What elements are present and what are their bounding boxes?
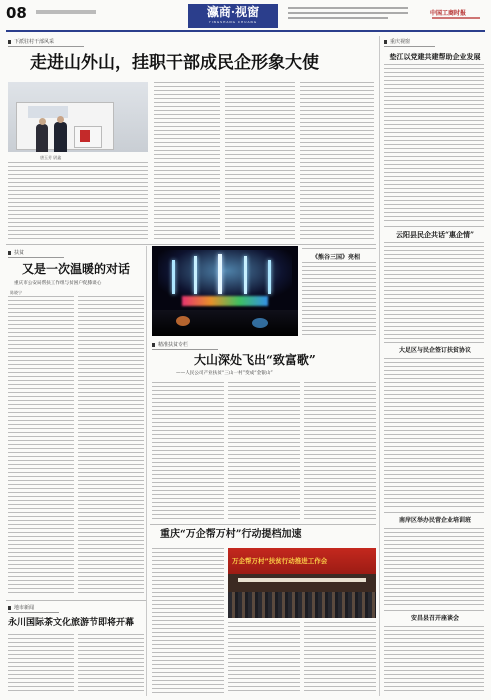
lead-headline: 走进山外山，挂职干部成民企形象大使 (30, 53, 319, 73)
paper-name-sub (432, 17, 480, 19)
tea-expo-rule (6, 600, 146, 601)
mountain-rich-body-col3 (304, 382, 376, 522)
column-divider-lower (146, 246, 147, 696)
lead-body-col3 (225, 82, 295, 240)
wanqi-body-col1 (152, 548, 224, 694)
warm-dialogue-body-col2 (78, 296, 144, 596)
sidebar-item-3-headline: 大足区与民企签订扶贫协议 (398, 347, 471, 354)
banner-photo-text: 万企帮万村”扶贫行动推进工作会 (232, 557, 328, 565)
sidebar-rule-1 (384, 226, 484, 227)
wanqi-body-col2 (228, 622, 300, 694)
lead-body-col4 (300, 82, 374, 240)
lead-photo-caption: 唐玉芳 尉鑫 (40, 155, 62, 160)
sidebar-item-5-headline: 安昌县召开座谈会 (410, 615, 459, 622)
sidebar-rule-3 (384, 512, 484, 513)
tea-expo-tag: 地市新闻 (8, 604, 59, 613)
sidebar-item-5-body (384, 626, 484, 694)
header-meta-right-3 (288, 17, 388, 19)
mountain-rich-headline: 大山深处飞出“致富歌” (194, 353, 316, 367)
photo-box-title: 《熊谷三国》亮相 (312, 254, 361, 261)
lead-bottom-rule (6, 244, 376, 245)
header-meta-right (288, 7, 408, 9)
sidebar-tag: 重庆视窗 (384, 38, 435, 47)
warm-dialogue-body-col1 (8, 296, 74, 596)
sidebar-item-4-body (384, 528, 484, 608)
conference-banner-photo (228, 548, 376, 618)
tea-expo-body-col1 (8, 634, 74, 694)
header-meta-right-2 (288, 12, 408, 14)
mountain-rich-subhead: ——人民公司产业扶贫“三山一村”变成“金银山” (176, 371, 273, 376)
sidebar-item-4-headline: 南岸区举办民营企业培训班 (398, 517, 471, 524)
wanqi-body-col3 (304, 622, 376, 694)
warm-dialogue-byline: 陈晓宁 (10, 290, 22, 295)
sidebar-rule-2 (384, 342, 484, 343)
tea-expo-headline: 永川国际茶文化旅游节即将开幕 (8, 618, 135, 628)
mountain-rich-tag: 精准扶贫专栏 (152, 341, 218, 350)
sidebar-item-1-body (384, 64, 484, 224)
lead-body-col1 (8, 162, 148, 240)
sidebar-item-1-headline: 垫江以党建共建帮助企业发展 (389, 52, 481, 61)
mountain-rich-body-col1 (152, 382, 224, 522)
page-number: 08 (6, 4, 27, 22)
section-brand (188, 4, 278, 28)
photo-box-body (302, 262, 376, 336)
sidebar-item-2-body (384, 242, 484, 340)
warm-dialogue-tag: 扶贫 (8, 249, 64, 258)
wanqi-action-headline: 重庆“万企帮万村”行动提档加速 (160, 529, 302, 540)
sidebar-rule-4 (384, 610, 484, 611)
warm-dialogue-headline: 又是一次温暖的对话 (22, 262, 131, 276)
lead-photo (8, 82, 148, 152)
tea-expo-body-col2 (78, 634, 144, 694)
paper-name: 中国工商时报 (430, 10, 467, 17)
sidebar-item-3-body (384, 358, 484, 510)
mountain-rich-body-col2 (228, 382, 300, 522)
header-meta-left (36, 10, 96, 14)
section-subtitle: YINGSHANG CHUANG (208, 20, 258, 24)
mountain-rich-bottom-rule (150, 524, 376, 525)
sidebar-item-2-headline: 云阳县民企共话“惠企情” (395, 230, 475, 239)
photo-box-rule-top (302, 248, 376, 249)
lead-body-col2 (154, 82, 220, 240)
column-divider-right (379, 36, 380, 696)
header-rule (6, 30, 485, 32)
section-title: 瀛商·视窗 (206, 5, 260, 19)
lead-tag: 下派驻村干部风采 (8, 38, 84, 47)
warm-dialogue-subhead: 重庆市公安局帮扶工作组与贫困户促膝谈心 (14, 281, 102, 286)
night-performance-photo (152, 246, 298, 336)
